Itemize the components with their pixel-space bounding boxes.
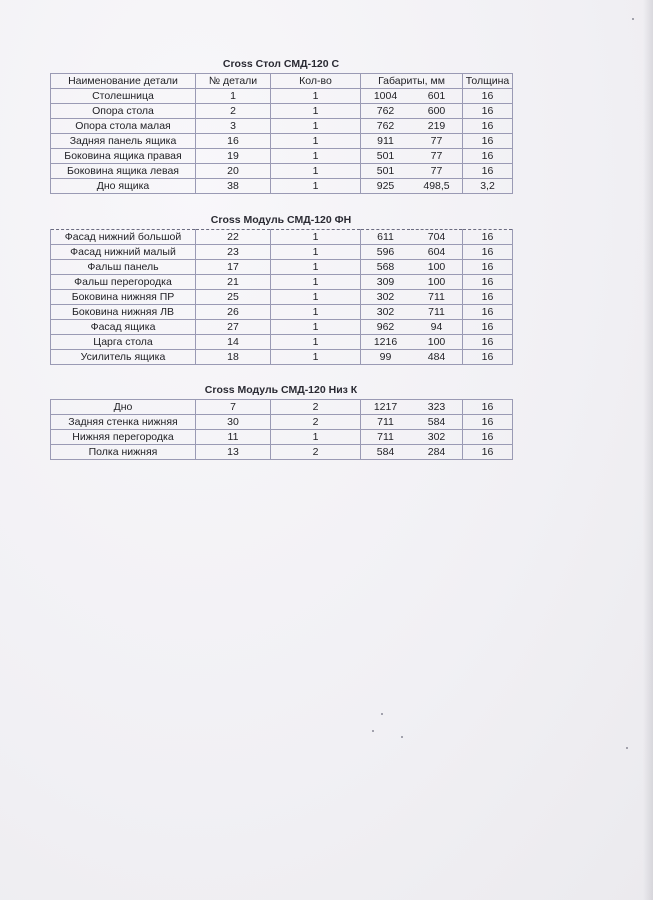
cell-dim-length: 501: [361, 164, 411, 179]
cell-thickness: 16: [463, 260, 513, 275]
table-title: Cross Стол СМД-120 С: [222, 58, 340, 70]
cell-qty: 1: [271, 350, 361, 365]
cell-thickness: 16: [463, 430, 513, 445]
cell-number: 11: [196, 430, 271, 445]
cell-dim-length: 611: [361, 230, 411, 245]
header-dims: Габариты, мм: [361, 74, 463, 89]
cell-qty: 1: [271, 119, 361, 134]
cell-number: 3: [196, 119, 271, 134]
cell-number: 25: [196, 290, 271, 305]
cell-dim-width: 94: [411, 320, 463, 335]
cell-number: 20: [196, 164, 271, 179]
cell-number: 1: [196, 89, 271, 104]
cell-number: 23: [196, 245, 271, 260]
cell-name: Фасад нижний малый: [51, 245, 196, 260]
cell-thickness: 16: [463, 320, 513, 335]
cell-thickness: 16: [463, 89, 513, 104]
header-thickness: Толщина: [463, 74, 513, 89]
cell-name: Столешница: [51, 89, 196, 104]
cell-number: 26: [196, 305, 271, 320]
cell-qty: 1: [271, 335, 361, 350]
cell-dim-width: 77: [411, 149, 463, 164]
cell-thickness: 16: [463, 400, 513, 415]
cell-thickness: 16: [463, 245, 513, 260]
cell-number: 17: [196, 260, 271, 275]
cell-dim-length: 1004: [361, 89, 411, 104]
paper-edge-shadow: [643, 0, 653, 900]
cell-qty: 1: [271, 305, 361, 320]
table-title: Cross Модуль СМД-120 ФН: [210, 214, 352, 226]
header-row: [51, 74, 513, 89]
cell-name: Задняя стенка нижняя: [51, 415, 196, 430]
table-block-stol: [50, 57, 512, 194]
cell-name: Фальш панель: [51, 260, 196, 275]
cell-dim-width: 100: [411, 335, 463, 350]
cell-thickness: 16: [463, 305, 513, 320]
cell-dim-length: 596: [361, 245, 411, 260]
cell-number: 16: [196, 134, 271, 149]
scan-speck: [381, 713, 383, 715]
cell-dim-width: 323: [411, 400, 463, 415]
cell-qty: 1: [271, 89, 361, 104]
cell-dim-length: 711: [361, 415, 411, 430]
cell-number: 7: [196, 400, 271, 415]
cell-name: Опора стола малая: [51, 119, 196, 134]
table-row: [51, 119, 513, 134]
cell-name: Полка нижняя: [51, 445, 196, 460]
table-row: [51, 179, 513, 194]
cell-thickness: 16: [463, 335, 513, 350]
cell-qty: 1: [271, 290, 361, 305]
cell-dim-width: 600: [411, 104, 463, 119]
cell-name: Фасад ящика: [51, 320, 196, 335]
cell-dim-length: 962: [361, 320, 411, 335]
cell-dim-width: 711: [411, 305, 463, 320]
cell-qty: 1: [271, 320, 361, 335]
cell-dim-length: 568: [361, 260, 411, 275]
cell-name: Боковина нижняя ПР: [51, 290, 196, 305]
cell-dim-width: 498,5: [411, 179, 463, 194]
cell-qty: 1: [271, 164, 361, 179]
cell-dim-length: 762: [361, 104, 411, 119]
table-body: [51, 230, 513, 365]
cell-dim-width: 302: [411, 430, 463, 445]
cell-name: Задняя панель ящика: [51, 134, 196, 149]
cell-thickness: 16: [463, 350, 513, 365]
cell-dim-width: 484: [411, 350, 463, 365]
cell-dim-width: 77: [411, 164, 463, 179]
cell-name: Боковина нижняя ЛВ: [51, 305, 196, 320]
cell-dim-length: 309: [361, 275, 411, 290]
table-row: [51, 245, 513, 260]
cell-qty: 1: [271, 104, 361, 119]
cell-thickness: 16: [463, 290, 513, 305]
header-qty: Кол-во: [271, 74, 361, 89]
cell-name: Фасад нижний большой: [51, 230, 196, 245]
cell-thickness: 16: [463, 445, 513, 460]
cell-dim-length: 925: [361, 179, 411, 194]
table-body: [51, 89, 513, 194]
cell-qty: 1: [271, 179, 361, 194]
cell-dim-width: 219: [411, 119, 463, 134]
cell-dim-length: 302: [361, 290, 411, 305]
cell-number: 2: [196, 104, 271, 119]
cell-dim-width: 704: [411, 230, 463, 245]
table-row: [51, 149, 513, 164]
table-row: [51, 430, 513, 445]
cell-qty: 1: [271, 430, 361, 445]
cell-name: Дно: [51, 400, 196, 415]
cell-number: 21: [196, 275, 271, 290]
cell-qty: 1: [271, 245, 361, 260]
cell-dim-length: 1216: [361, 335, 411, 350]
table-row: [51, 230, 513, 245]
cell-number: 27: [196, 320, 271, 335]
cell-qty: 2: [271, 445, 361, 460]
cell-name: Царга стола: [51, 335, 196, 350]
cell-dim-length: 1217: [361, 400, 411, 415]
cell-name: Дно ящика: [51, 179, 196, 194]
table-row: [51, 104, 513, 119]
cell-dim-length: 911: [361, 134, 411, 149]
cell-number: 18: [196, 350, 271, 365]
cell-qty: 1: [271, 230, 361, 245]
cell-dim-length: 501: [361, 149, 411, 164]
cell-dim-length: 584: [361, 445, 411, 460]
table-row: [51, 134, 513, 149]
table-block-modul-niz: [50, 383, 512, 460]
cell-dim-length: 99: [361, 350, 411, 365]
cell-number: 19: [196, 149, 271, 164]
table-row: [51, 400, 513, 415]
table-row: [51, 350, 513, 365]
table-block-modul-fn: [50, 213, 512, 365]
cell-dim-width: 584: [411, 415, 463, 430]
parts-table: [50, 73, 513, 194]
table-row: [51, 164, 513, 179]
cell-qty: 2: [271, 415, 361, 430]
cell-name: Опора стола: [51, 104, 196, 119]
table-row: [51, 260, 513, 275]
cell-number: 22: [196, 230, 271, 245]
cell-thickness: 16: [463, 415, 513, 430]
cell-dim-length: 711: [361, 430, 411, 445]
cell-qty: 1: [271, 134, 361, 149]
cell-name: Боковина ящика правая: [51, 149, 196, 164]
cell-qty: 1: [271, 260, 361, 275]
cell-thickness: 16: [463, 149, 513, 164]
cell-number: 14: [196, 335, 271, 350]
cell-number: 38: [196, 179, 271, 194]
cell-qty: 2: [271, 400, 361, 415]
table-row: [51, 335, 513, 350]
cell-dim-width: 77: [411, 134, 463, 149]
scan-speck: [372, 730, 374, 732]
cell-qty: 1: [271, 275, 361, 290]
cell-dim-length: 762: [361, 119, 411, 134]
table-row: [51, 415, 513, 430]
table-body: [51, 400, 513, 460]
cell-thickness: 16: [463, 275, 513, 290]
cell-number: 13: [196, 445, 271, 460]
cell-thickness: 16: [463, 134, 513, 149]
table-row: [51, 305, 513, 320]
cell-dim-width: 100: [411, 275, 463, 290]
header-number: № детали: [196, 74, 271, 89]
scan-speck: [632, 18, 634, 20]
table-row: [51, 290, 513, 305]
cell-number: 30: [196, 415, 271, 430]
header-name: Наименование детали: [51, 74, 196, 89]
table-row: [51, 445, 513, 460]
cell-name: Усилитель ящика: [51, 350, 196, 365]
cell-dim-width: 604: [411, 245, 463, 260]
cell-dim-length: 302: [361, 305, 411, 320]
table-row: [51, 275, 513, 290]
scan-speck: [401, 736, 403, 738]
cell-thickness: 16: [463, 104, 513, 119]
cell-dim-width: 711: [411, 290, 463, 305]
cell-thickness: 3,2: [463, 179, 513, 194]
table-row: [51, 320, 513, 335]
parts-table: [50, 229, 513, 365]
cell-thickness: 16: [463, 230, 513, 245]
cell-thickness: 16: [463, 119, 513, 134]
cell-name: Нижняя перегородка: [51, 430, 196, 445]
cell-qty: 1: [271, 149, 361, 164]
cell-name: Фальш перегородка: [51, 275, 196, 290]
cell-thickness: 16: [463, 164, 513, 179]
parts-table: [50, 399, 513, 460]
scan-speck: [626, 747, 628, 749]
cell-name: Боковина ящика левая: [51, 164, 196, 179]
table-title: Cross Модуль СМД-120 Низ К: [204, 384, 358, 396]
cell-dim-width: 100: [411, 260, 463, 275]
cell-dim-width: 601: [411, 89, 463, 104]
cell-dim-width: 284: [411, 445, 463, 460]
table-row: [51, 89, 513, 104]
